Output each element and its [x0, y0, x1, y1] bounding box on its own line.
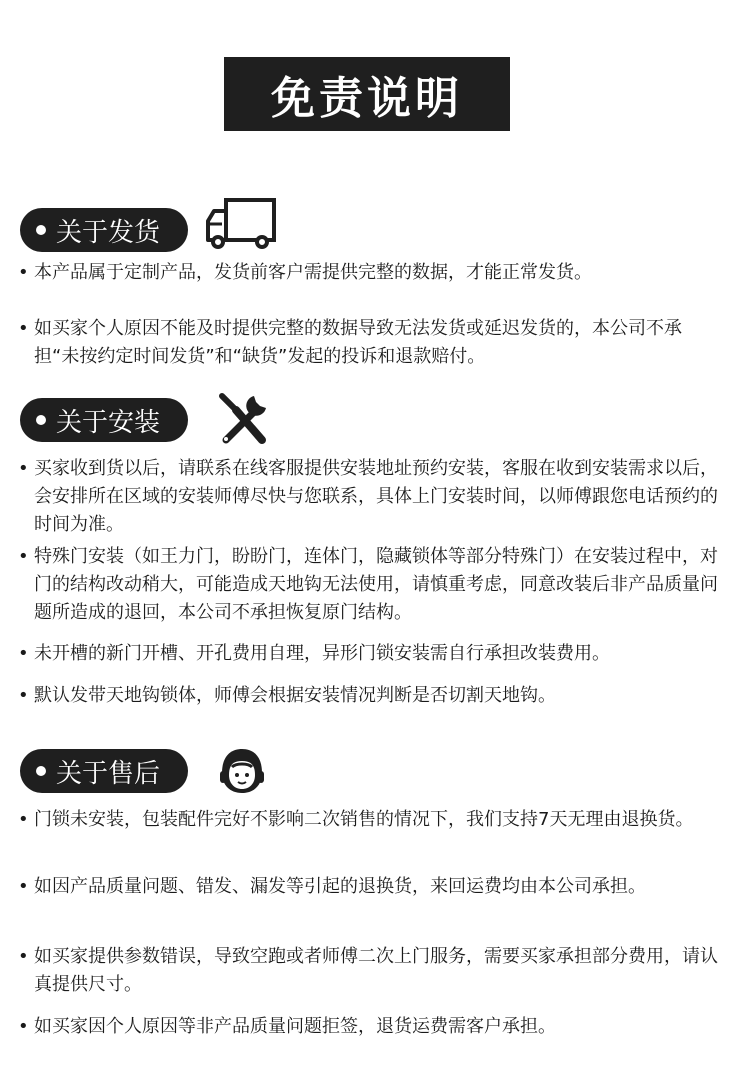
list-item: • 特殊门安装（如王力门，盼盼门，连体门，隐藏锁体等部分特殊门）在安装过程中，对门的结构改动稍大，可能造成天地钩无法使用，请慎重考虑，同意改装后非产品质量问题所造成的退回，本公司不承担恢复原门结构。	[18, 546, 718, 623]
list-item: • 如因产品质量问题、错发、漏发等引起的退换货，来回运费均由本公司承担。	[18, 876, 646, 897]
tools-icon	[214, 392, 270, 448]
section-label-text: 关于安装	[56, 407, 161, 438]
section-label-shipping	[20, 208, 188, 252]
section-label-installation	[20, 398, 188, 442]
list-item: • 未开槽的新门开槽、开孔费用自理，异形门锁安装需自行承担改装费用。	[18, 643, 610, 664]
truck-icon	[204, 197, 278, 251]
section-label-text: 关于发货	[56, 217, 161, 248]
list-item: • 如买家个人原因不能及时提供完整的数据导致无法发货或延迟发货的，本公司不承担“未按约定时间发货”和“缺货”发起的投诉和退款赔付。	[18, 318, 682, 367]
list-item: • 本产品属于定制产品，发货前客户需提供完整的数据，才能正常发货。	[18, 262, 592, 283]
bullet-dot	[36, 766, 46, 776]
page-title: 免责说明	[224, 57, 510, 131]
list-item: • 默认发带天地钩锁体，师傅会根据安装情况判断是否切割天地钩。	[18, 685, 556, 706]
list-item: • 买家收到货以后，请联系在线客服提供安装地址预约安装，客服在收到安装需求以后，会安排所在区域的安装师傅尽快与您联系，具体上门安装时间，以师傅跟您电话预约的时间为准。	[18, 458, 718, 535]
section-label-after-sales	[20, 749, 188, 793]
customer-service-icon	[216, 745, 268, 797]
bullet-dot	[36, 415, 46, 425]
section-label-text: 关于售后	[56, 758, 161, 789]
bullet-dot	[36, 225, 46, 235]
list-item: • 如买家提供参数错误，导致空跑或者师傅二次上门服务，需要买家承担部分费用，请认真提供尺寸。	[18, 946, 718, 995]
list-item: • 门锁未安装，包装配件完好不影响二次销售的情况下，我们支持7天无理由退换货。	[18, 809, 694, 830]
list-item: • 如买家因个人原因等非产品质量问题拒签，退货运费需客户承担。	[18, 1016, 556, 1037]
